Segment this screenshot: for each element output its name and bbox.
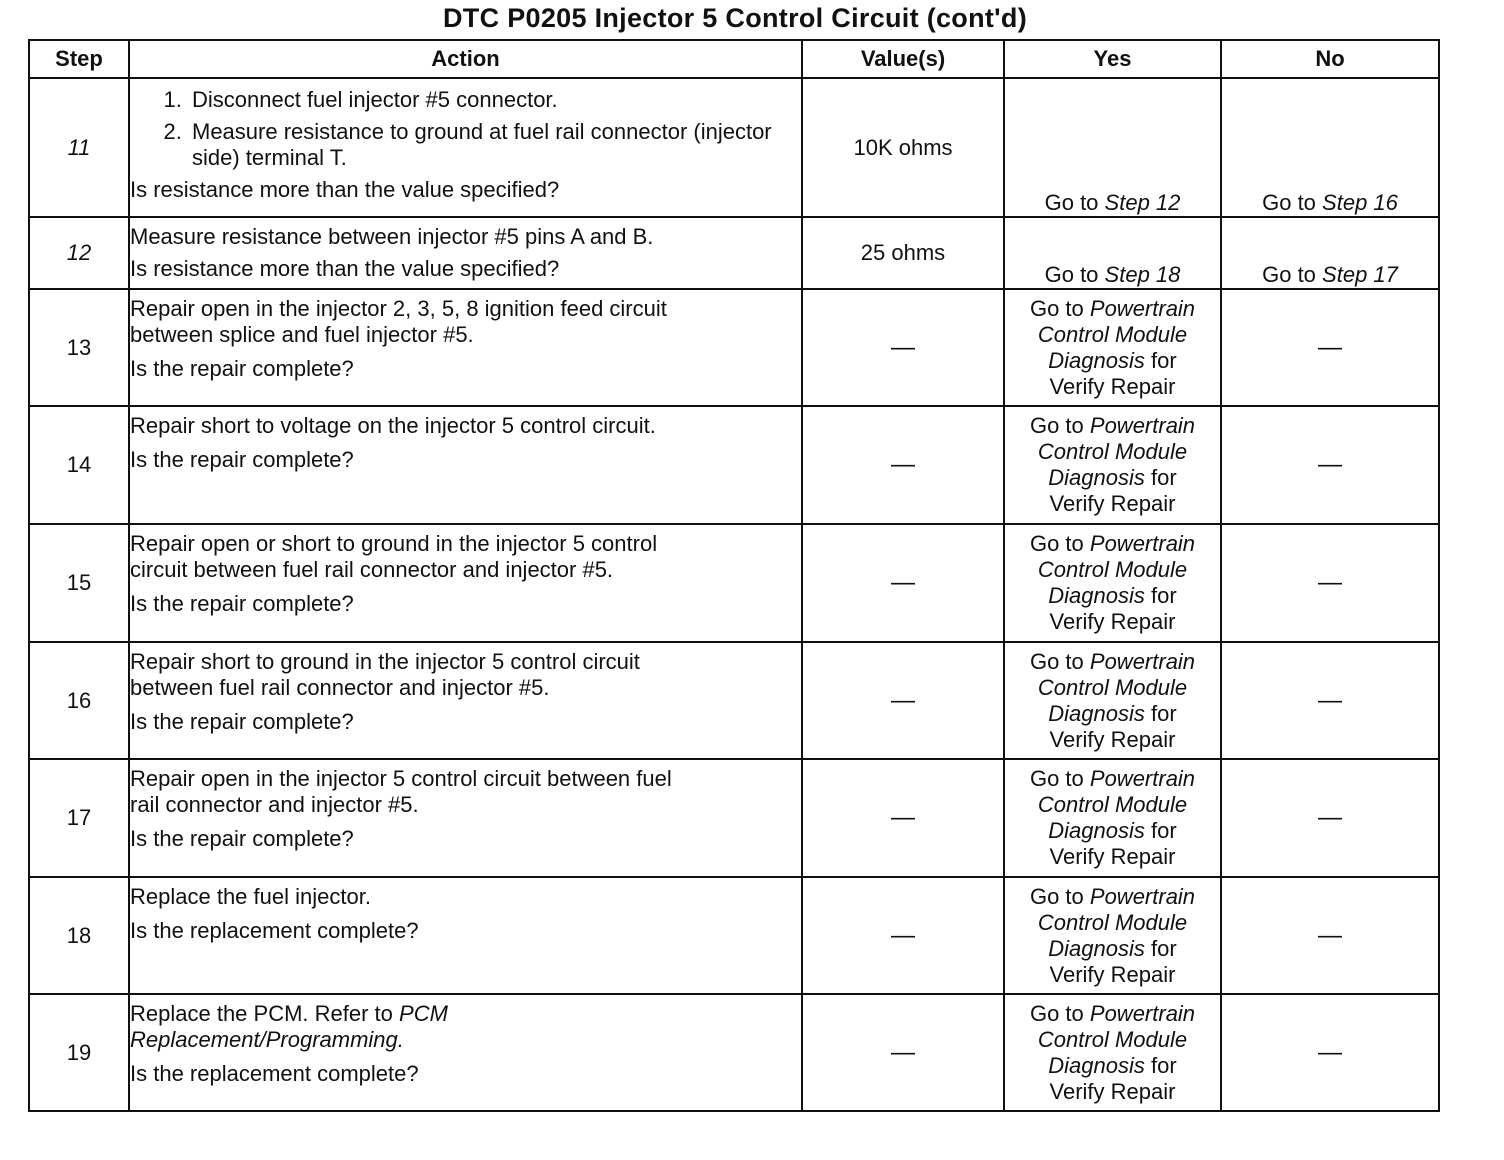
step-number: 15 <box>29 524 129 642</box>
verify-line: Verify Repair <box>1049 373 1176 399</box>
step-number: 19 <box>29 994 129 1111</box>
value-cell: 10K ohms <box>802 78 1004 217</box>
table-row <box>29 877 1439 994</box>
goto-label: Go to <box>1029 413 1084 438</box>
value-dash: — <box>891 804 915 831</box>
diagnostic-table <box>28 39 1440 1112</box>
no-dash: — <box>1318 686 1342 714</box>
action-cell <box>129 524 802 642</box>
action-text: between splice and fuel injector #5. <box>130 322 474 347</box>
action-question: Is the repair complete? <box>130 591 354 616</box>
step-number: 17 <box>29 759 129 877</box>
verify-diagnosis: Diagnosis <box>1048 935 1145 961</box>
value-dash: — <box>891 1038 915 1066</box>
value-dash: — <box>891 451 915 478</box>
step-number: 16 <box>29 642 129 759</box>
page-title: DTC P0205 Injector 5 Control Circuit (cont'd) <box>443 3 1027 33</box>
value-dash: — <box>891 569 915 596</box>
table-row <box>29 994 1439 1111</box>
goto-label: Go to <box>1029 295 1084 321</box>
verify-for: for <box>1151 347 1177 373</box>
action-question: Is resistance more than the value specified? <box>130 256 560 281</box>
value-dash: — <box>891 686 915 714</box>
action-question: Is the repair complete? <box>130 447 354 472</box>
verify-line <box>1005 1001 1220 1027</box>
action-text: Repair open or short to ground in the injector 5 control <box>130 531 658 556</box>
no-dash: — <box>1318 1038 1342 1066</box>
goto-label: Go to <box>1044 190 1099 215</box>
action-question: Is the replacement complete? <box>130 1061 419 1086</box>
no-cell <box>1221 759 1439 877</box>
action-cell <box>129 78 802 217</box>
action-text: between fuel rail connector and injector #5. <box>130 675 550 700</box>
verify-line <box>1005 818 1220 844</box>
action-cell <box>129 759 802 877</box>
yes-cell <box>1004 877 1221 994</box>
no-dash: — <box>1318 804 1342 831</box>
yes-step-link: Step 12 <box>1104 190 1181 215</box>
verify-line <box>1005 583 1220 609</box>
value-dash: — <box>891 333 915 361</box>
verify-line <box>1005 413 1220 439</box>
verify-line <box>1005 701 1220 727</box>
pcm-diagnosis-link: Powertrain <box>1089 413 1196 438</box>
verify-line <box>1005 531 1220 557</box>
goto-label: Go to <box>1262 190 1316 215</box>
action-list-item: 1. Disconnect fuel injector #5 connector. <box>188 87 801 113</box>
action-question: Is the repair complete? <box>130 826 354 851</box>
yes-cell <box>1004 78 1221 217</box>
no-step-link: Step 16 <box>1322 190 1398 215</box>
verify-diagnosis: Diagnosis <box>1048 347 1145 373</box>
goto-label: Go to <box>1044 262 1099 287</box>
action-list-item: 2. Measure resistance to ground at fuel rail connector (injector side) terminal T. <box>188 119 801 171</box>
verify-line: Verify Repair <box>1049 491 1176 516</box>
no-cell <box>1221 406 1439 524</box>
action-cell <box>129 406 802 524</box>
verify-diagnosis: Diagnosis <box>1048 583 1145 608</box>
action-question: Is the repair complete? <box>130 356 354 381</box>
verify-line: Verify Repair <box>1049 726 1176 752</box>
verify-line <box>1005 766 1220 792</box>
verify-for: for <box>1151 583 1177 608</box>
value-cell <box>802 524 1004 642</box>
action-cell <box>129 642 802 759</box>
verify-for: for <box>1151 700 1177 726</box>
value-cell <box>802 759 1004 877</box>
verify-line <box>1005 884 1220 910</box>
no-cell <box>1221 877 1439 994</box>
no-cell <box>1221 642 1439 759</box>
goto-label: Go to <box>1029 531 1084 556</box>
action-cell <box>129 877 802 994</box>
verify-diagnosis: Diagnosis <box>1048 465 1145 490</box>
verify-diagnosis: Diagnosis <box>1048 818 1145 843</box>
no-cell <box>1221 994 1439 1111</box>
yes-cell <box>1004 642 1221 759</box>
yes-cell <box>1004 994 1221 1111</box>
action-text: Measure resistance between injector #5 pins A and B. <box>130 224 654 249</box>
table-row <box>29 78 1439 217</box>
yes-cell <box>1004 217 1221 289</box>
value-cell <box>802 406 1004 524</box>
no-cell <box>1221 524 1439 642</box>
action-question: Is the repair complete? <box>130 709 354 734</box>
goto-label: Go to <box>1029 648 1084 674</box>
action-text: Repair short to voltage on the injector 5 control circuit. <box>130 413 656 438</box>
action-text: Repair open in the injector 5 control circuit between fuel <box>130 766 672 791</box>
no-dash: — <box>1318 921 1342 949</box>
verify-line <box>1005 465 1220 491</box>
verify-line <box>1005 296 1220 322</box>
no-cell <box>1221 217 1439 289</box>
verify-for: for <box>1151 818 1177 843</box>
table-row <box>29 217 1439 289</box>
yes-cell <box>1004 289 1221 406</box>
pcm-replacement-link-cont: Replacement/Programming <box>130 1027 398 1052</box>
action-text <box>130 1001 801 1027</box>
header-yes: Yes <box>1004 40 1221 78</box>
verify-line: Control Module <box>1037 909 1188 935</box>
step-number: 12 <box>29 217 129 289</box>
verify-line: Control Module <box>1037 439 1188 464</box>
table-row <box>29 289 1439 406</box>
pcm-diagnosis-link: Powertrain <box>1089 531 1196 556</box>
no-dash: — <box>1318 451 1342 478</box>
verify-line <box>1005 348 1220 374</box>
verify-line: Control Module <box>1037 674 1188 700</box>
step-number: 18 <box>29 877 129 994</box>
verify-for: for <box>1151 1052 1177 1078</box>
no-dash: — <box>1318 569 1342 596</box>
verify-diagnosis: Diagnosis <box>1048 700 1145 726</box>
goto-label: Go to <box>1029 883 1084 909</box>
header-step: Step <box>29 40 129 78</box>
value-cell <box>802 994 1004 1111</box>
no-dash: — <box>1318 333 1342 361</box>
action-text: circuit between fuel rail connector and injector #5. <box>130 557 614 582</box>
action-period: . <box>397 1027 404 1052</box>
no-cell <box>1221 289 1439 406</box>
action-text: rail connector and injector #5. <box>130 792 419 817</box>
step-number: 14 <box>29 406 129 524</box>
verify-line <box>1005 649 1220 675</box>
action-text: Repair short to ground in the injector 5 control circuit <box>130 649 640 674</box>
verify-line <box>1005 936 1220 962</box>
yes-cell <box>1004 524 1221 642</box>
pcm-replacement-link: PCM <box>399 1001 448 1026</box>
action-list <box>130 87 801 171</box>
pcm-diagnosis-link: Powertrain <box>1089 766 1196 791</box>
pcm-diagnosis-link: Powertrain <box>1089 648 1196 674</box>
step-number: 13 <box>29 289 129 406</box>
goto-label: Go to <box>1029 1000 1084 1026</box>
action-text <box>130 1027 801 1053</box>
yes-step-link: Step 18 <box>1104 262 1181 287</box>
verify-line: Control Module <box>1037 792 1188 817</box>
action-text: Repair open in the injector 2, 3, 5, 8 ignition feed circuit <box>130 296 667 321</box>
action-question: Is the replacement complete? <box>130 918 419 943</box>
action-cell <box>129 289 802 406</box>
pcm-diagnosis-link: Powertrain <box>1089 295 1196 321</box>
pcm-diagnosis-link: Powertrain <box>1089 1000 1196 1026</box>
verify-for: for <box>1151 935 1177 961</box>
action-question: Is resistance more than the value specified? <box>130 177 560 202</box>
verify-line: Verify Repair <box>1049 961 1176 987</box>
table-row <box>29 524 1439 642</box>
verify-line: Control Module <box>1037 321 1188 347</box>
table-row <box>29 406 1439 524</box>
yes-cell <box>1004 759 1221 877</box>
verify-line: Verify Repair <box>1049 844 1176 869</box>
verify-line: Verify Repair <box>1049 609 1176 634</box>
verify-line: Control Module <box>1037 1026 1188 1052</box>
verify-line <box>1005 1053 1220 1079</box>
verify-for: for <box>1151 465 1177 490</box>
action-text: Replace the fuel injector. <box>130 884 371 909</box>
action-cell <box>129 994 802 1111</box>
verify-line: Verify Repair <box>1049 1078 1176 1104</box>
yes-cell <box>1004 406 1221 524</box>
action-cell <box>129 217 802 289</box>
step-number: 11 <box>29 78 129 217</box>
value-cell: 25 ohms <box>802 217 1004 289</box>
header-action: Action <box>129 40 802 78</box>
goto-label: Go to <box>1029 766 1084 791</box>
no-step-link: Step 17 <box>1322 262 1398 287</box>
value-cell <box>802 877 1004 994</box>
table-row <box>29 642 1439 759</box>
header-no: No <box>1221 40 1439 78</box>
action-prefix: Replace the PCM. Refer to <box>130 1001 393 1026</box>
header-row <box>29 40 1439 78</box>
table-row <box>29 759 1439 877</box>
header-values: Value(s) <box>802 40 1004 78</box>
pcm-diagnosis-link: Powertrain <box>1089 883 1196 909</box>
value-cell <box>802 642 1004 759</box>
value-dash: — <box>891 921 915 949</box>
goto-label: Go to <box>1262 262 1316 287</box>
no-cell <box>1221 78 1439 217</box>
verify-line: Control Module <box>1037 557 1188 582</box>
verify-diagnosis: Diagnosis <box>1048 1052 1145 1078</box>
value-cell <box>802 289 1004 406</box>
